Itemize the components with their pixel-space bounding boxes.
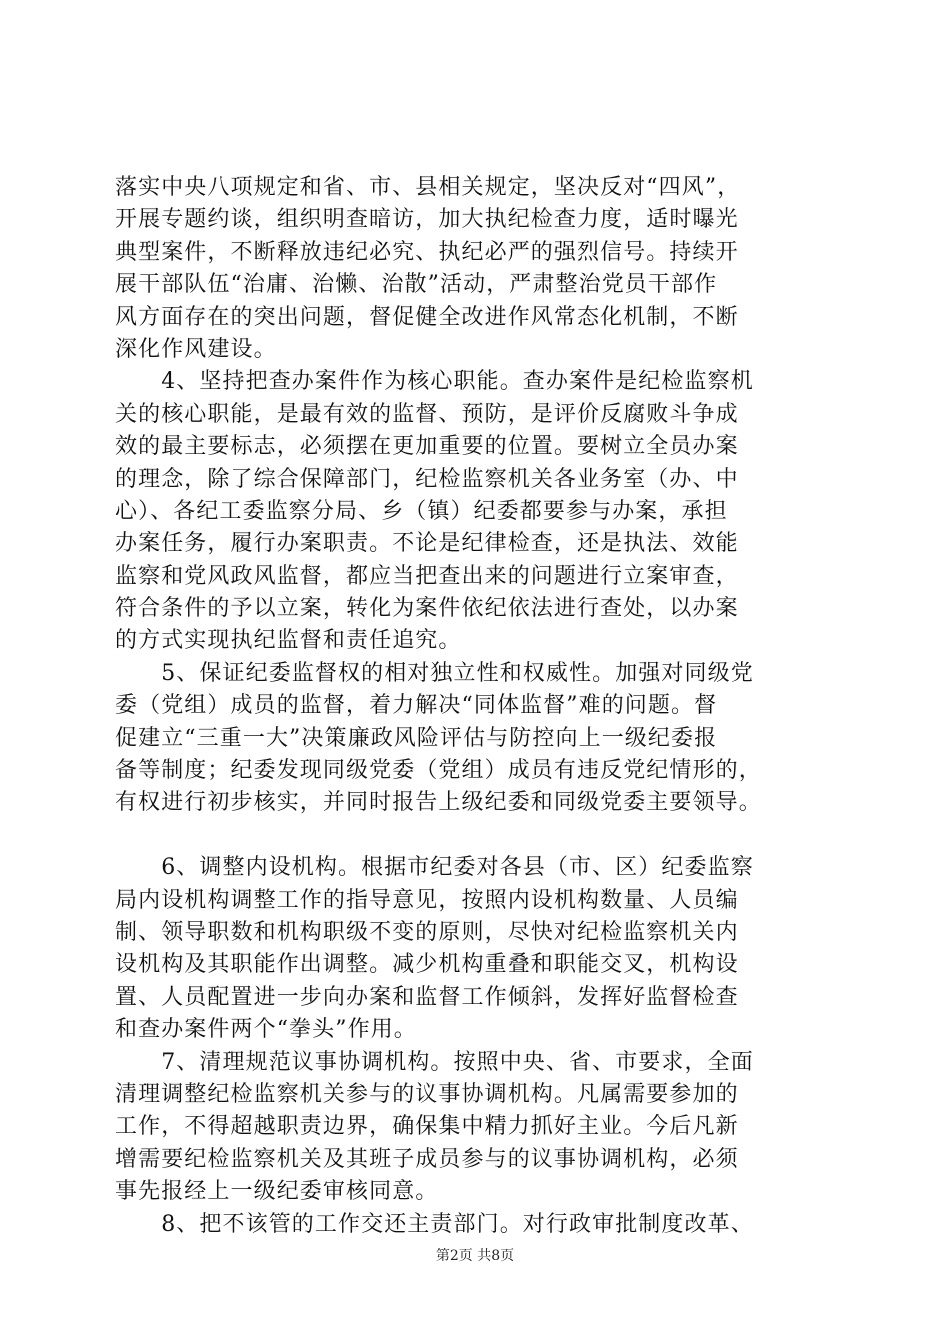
text-line: 设机构及其职能作出调整。减少机构重叠和职能交叉，机构设 (115, 952, 739, 978)
text-line: 备等制度；纪委发现同级党委（党组）成员有违反党纪情形的， (115, 758, 762, 784)
text-line: 心）、各纪工委监察分局、乡（镇）纪委都要参与办案，承担 (115, 498, 728, 524)
text-line: 8、把不该管的工作交还主责部门。对行政审批制度改革、 (115, 1211, 754, 1237)
text-line: 增需要纪检监察机关及其班子成员参与的议事协调机构，必须 (115, 1146, 739, 1172)
text-line: 和查办案件两个“拳头”作用。 (115, 1017, 417, 1043)
text-line: 制、领导职数和机构职级不变的原则，尽快对纪检监察机关内 (115, 919, 739, 945)
blank-line (115, 820, 840, 852)
text-line: 7、清理规范议事协调机构。按照中央、省、市要求，全面 (115, 1049, 754, 1075)
text-line: 促建立“三重一大”决策廉政风险评估与防控向上一级纪委报 (115, 725, 718, 751)
text-line: 展干部队伍“治庸、治懒、治散”活动，严肃整治党员干部作 (115, 272, 718, 298)
text-line: 有权进行初步核实，并同时报告上级纪委和同级党委主要领导。 (115, 790, 762, 816)
text-line: 监察和党风政风监督，都应当把查出来的问题进行立案审查， (115, 563, 739, 589)
text-line: 局内设机构调整工作的指导意见，按照内设机构数量、人员编 (115, 887, 739, 913)
text-line: 置、人员配置进一步向办案和监督工作倾斜，发挥好监督检查 (115, 984, 739, 1010)
text-line: 事先报经上一级纪委审核同意。 (115, 1179, 439, 1205)
text-line: 办案任务，履行办案职责。不论是纪律检查，还是执法、效能 (115, 531, 739, 557)
text-line: 5、保证纪委监督权的相对独立性和权威性。加强对同级党 (115, 660, 754, 686)
text-line: 落实中央八项规定和省、市、县相关规定，坚决反对“四风”， (115, 175, 741, 200)
text-line: 委（党组）成员的监督，着力解决“同体监督”难的问题。督 (115, 693, 718, 719)
text-line: 工作，不得超越职责边界，确保集中精力抓好主业。今后凡新 (115, 1114, 739, 1140)
text-line: 深化作风建设。 (115, 336, 277, 362)
text-line: 风方面存在的突出问题，督促健全改进作风常态化机制，不断 (115, 304, 739, 330)
text-line: 关的核心职能，是最有效的监督、预防，是评价反腐败斗争成 (115, 401, 739, 427)
text-line: 的方式实现执纪监督和责任追究。 (115, 628, 462, 654)
text-line: 符合条件的予以立案，转化为案件依纪依法进行查处，以办案 (115, 596, 739, 622)
text-line: 6、调整内设机构。根据市纪委对各县（市、区）纪委监察 (115, 855, 754, 881)
page-number-footer: 第2页 共8页 (435, 1248, 515, 1264)
text-line: 的理念，除了综合保障部门，纪检监察机关各业务室（办、中 (115, 466, 739, 492)
document-body (115, 172, 840, 1241)
text-line: 效的最主要标志，必须摆在更加重要的位置。要树立全员办案 (115, 434, 739, 460)
text-line: 4、坚持把查办案件作为核心职能。查办案件是纪检监察机 (115, 369, 754, 395)
text-line: 开展专题约谈，组织明查暗访，加大执纪检查力度，适时曝光 (115, 207, 739, 233)
text-line: 清理调整纪检监察机关参与的议事协调机构。凡属需要参加的 (115, 1081, 739, 1107)
text-line: 典型案件，不断释放违纪必究、执纪必严的强烈信号。持续开 (115, 239, 739, 265)
